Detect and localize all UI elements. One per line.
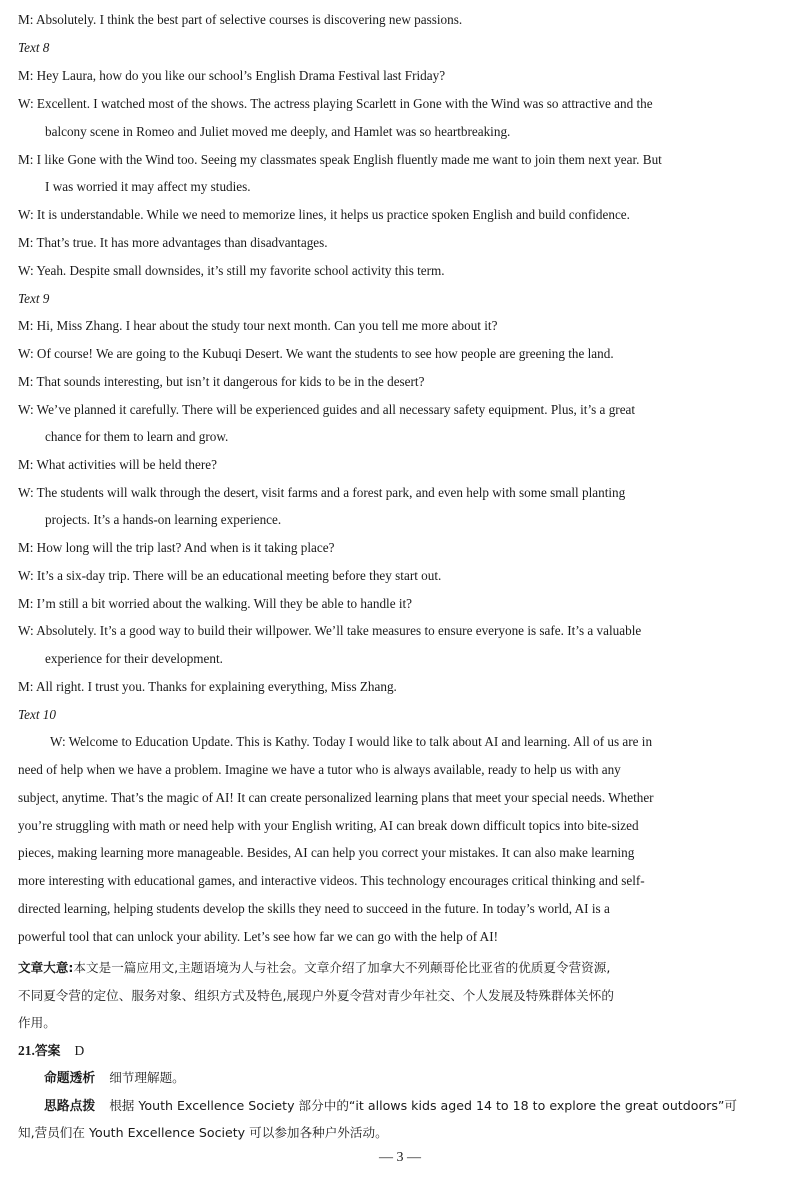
hint-label: 思路点拨 <box>44 1099 96 1114</box>
summary-line-2: 不同夏令营的定位、服务对象、组织方式及特色,展现户外夏令营对青少年社交、个人发展及特殊群体关怀的 <box>18 988 614 1003</box>
summary-label: 文章大意: <box>18 960 74 975</box>
dialogue-line: you’re struggling with math or need help with your English writing, AI can break down difficult topics into bite-sized <box>18 818 639 833</box>
dialogue-line: M: All right. I trust you. Thanks for explaining everything, Miss Zhang. <box>18 679 397 694</box>
dialogue-line: pieces, making learning more manageable. Besides, AI can help you correct your mistakes. It can also make learning <box>18 845 635 860</box>
dialogue-line: directed learning, helping students develop the skills they need to succeed in the future. In today’s world, AI is a <box>18 901 610 916</box>
dialogue-line: M: What activities will be held there? <box>18 457 217 472</box>
dialogue-line: M: I’m still a bit worried about the walking. Will they be able to handle it? <box>18 596 413 611</box>
dialogue-line: W: The students will walk through the desert, visit farms and a forest park, and even help with some small planting <box>18 485 626 500</box>
dialogue-line: W: Absolutely. It’s a good way to build their willpower. We’ll take measures to ensure everyone is safe. It’s a valuable <box>18 623 642 638</box>
dialogue-line: powerful tool that can unlock your ability. Let’s see how far we can go with the help of AI! <box>18 929 498 944</box>
dialogue-line: W: Excellent. I watched most of the shows. The actress playing Scarlett in Gone with the Wind was so attractive and the <box>18 96 653 111</box>
summary-line-1: 文章大意:本文是一篇应用文,主题语境为人与社会。文章介绍了加拿大不列颠哥伦比亚省的优质夏令营资源, <box>18 960 611 975</box>
hint-text-1: 根据 Youth Excellence Society 部分中的“it allows kids aged 14 to 18 to explore the great outdoors”可 <box>109 1098 738 1113</box>
text-heading: Text 10 <box>18 707 56 722</box>
dialogue-line: W: We’ve planned it carefully. There will be experienced guides and all necessary safety equipment. Plus, it’s a great <box>18 402 636 417</box>
dialogue-line-continuation: balcony scene in Romeo and Juliet moved me deeply, and Hamlet was so heartbreaking. <box>45 124 511 139</box>
dialogue-line-continuation: chance for them to learn and grow. <box>45 429 229 444</box>
dialogue-line: M: Hey Laura, how do you like our school’s English Drama Festival last Friday? <box>18 68 446 83</box>
dialogue-line-continuation: projects. It’s a hands-on learning experience. <box>45 512 282 527</box>
dialogue-line: W: Yeah. Despite small downsides, it’s still my favorite school activity this term. <box>18 263 445 278</box>
answer-label: 答案 <box>34 1044 61 1059</box>
monologue-line: W: Welcome to Education Update. This is Kathy. Today I would like to talk about AI and learning. All of us are in <box>50 734 653 749</box>
text-heading: Text 8 <box>18 40 50 55</box>
dialogue-line: M: How long will the trip last? And when is it taking place? <box>18 540 335 555</box>
dialogue-line: W: It’s a six-day trip. There will be an educational meeting before they start out. <box>18 568 442 583</box>
dialogue-line-continuation: experience for their development. <box>45 651 223 666</box>
text-heading: Text 9 <box>18 291 50 306</box>
dialogue-line: W: It is understandable. While we need to memorize lines, it helps us practice spoken English and build confidence. <box>18 207 630 222</box>
dialogue-line: M: That sounds interesting, but isn’t it dangerous for kids to be in the desert? <box>18 374 425 389</box>
dialogue-line: W: Of course! We are going to the Kubuqi Desert. We want the students to see how people are greening the land. <box>18 346 614 361</box>
summary-line-3: 作用。 <box>18 1015 56 1030</box>
dialogue-line: M: I like Gone with the Wind too. Seeing my classmates speak English fluently made me want to join them next year. But <box>18 152 662 167</box>
q21-hint-line-2: 知,营员们在 Youth Excellence Society 可以参加各种户外活动。 <box>18 1125 388 1140</box>
dialogue-line-continuation: I was worried it may affect my studies. <box>45 179 251 194</box>
dialogue-line: M: Hi, Miss Zhang. I hear about the study tour next month. Can you tell me more about it? <box>18 318 498 333</box>
answer-value: D <box>74 1043 85 1058</box>
q21-analysis-line <box>44 1068 800 1089</box>
q21-hint-line-1 <box>44 1096 785 1117</box>
dialogue-line: more interesting with educational games, and interactive videos. This technology encourages critical thinking and self- <box>18 873 645 888</box>
dialogue-line: need of help when we have a problem. Imagine we have a tutor who is always available, ready to help us with any <box>18 762 621 777</box>
dialogue-line: M: That’s true. It has more advantages than disadvantages. <box>18 235 328 250</box>
q21-answer-line: 21.答案 D <box>18 1043 85 1059</box>
analysis-text: 细节理解题。 <box>109 1070 185 1085</box>
analysis-label: 命题透析 <box>44 1071 96 1086</box>
dialogue-line: subject, anytime. That’s the magic of AI! It can create personalized learning plans that meet your special needs. Whether <box>18 790 654 805</box>
page-number: — 3 — <box>379 1150 421 1165</box>
dialogue-line: M: Absolutely. I think the best part of selective courses is discovering new passions. <box>18 12 463 27</box>
